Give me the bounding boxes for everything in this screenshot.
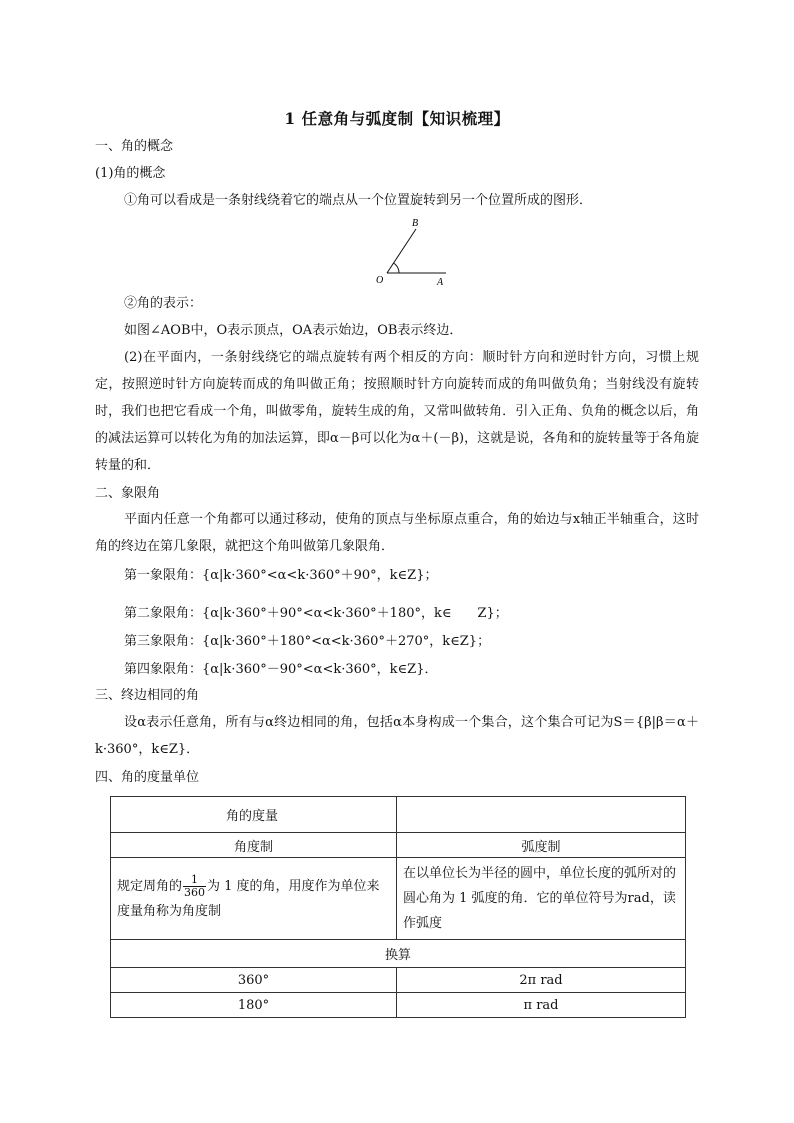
- angle-aob-figure: [370, 212, 460, 292]
- coterminal-paragraph: 设α表示任意角，所有与α终边相同的角，包括α本身构成一个集合，这个集合可记为S＝{β|β＝α＋k·360°，k∈Z}．: [95, 715, 699, 757]
- quadrant-angle-paragraph: 平面内任意一个角都可以通过移动，使角的顶点与坐标原点重合，角的始边与x轴正半轴重合，这时角的终边在第几象限，就把这个角叫做第几象限角．: [95, 512, 699, 554]
- rotation-direction-paragraph: (2)在平面内，一条射线绕它的端点旋转有两个相反的方向：顺时针方向和逆时针方向，习惯上规定，按照逆时针方向旋转而成的角叫做正角；按照顺时针方向旋转而成的角叫做负角；当射线没有旋转时，我们也把它看成一个角，叫做零角，旋转生成的角，又常叫做转角．引入正角、负角的概念以后，角的减法运算可以转化为角的加法运算，即α－β可以化为α＋(－β)，这就是说，各角和的旋转量等于各角旋转量的和．: [95, 350, 699, 473]
- angle-units-table: [110, 796, 686, 1018]
- degree-definition: [117, 874, 390, 924]
- radian-definition: 在以单位长为半径的圆中，单位长度的弧所对的圆心角为 1 弧度的角．它的单位符号为rad，读作弧度: [403, 866, 677, 931]
- quadrant-1-formula: 第一象限角：{α|k·360°<α<k·360°＋90°，k∈Z}；: [124, 568, 438, 583]
- angle-notation-heading: ②角的表示：: [124, 296, 203, 311]
- table-row: [111, 858, 686, 940]
- conversion-radian-pi: π rad: [397, 993, 686, 1018]
- fraction-denominator: 360: [184, 885, 206, 899]
- section-heading-concept: 一、角的概念: [95, 139, 174, 154]
- angle-notation-text: 如图∠AOB中，O表示顶点，OA表示始边，OB表示终边．: [124, 323, 463, 338]
- conversion-radian-2pi: 2π rad: [397, 968, 686, 993]
- degree-definition-cell: [111, 858, 397, 940]
- angle-arc: [394, 263, 399, 273]
- table-header-measure: 角的度量: [111, 797, 397, 833]
- angle-definition: ①角可以看成是一条射线绕着它的端点从一个位置旋转到另一个位置所成的图形．: [124, 193, 593, 208]
- conversion-degree-360: 360°: [111, 968, 397, 993]
- section-heading-units: 四、角的度量单位: [95, 770, 200, 785]
- radian-definition-cell: [397, 858, 686, 940]
- degree-def-suffix: 为 1 度的角，用度作为单位来度量角称为角度制: [117, 878, 380, 919]
- subheading-angle-concept: (1)角的概念: [95, 166, 166, 181]
- quadrant-3-formula: 第三象限角：{α|k·360°＋180°<α<k·360°＋270°，k∈Z}；: [124, 634, 491, 649]
- table-conversion-header: 换算: [111, 940, 686, 968]
- conversion-degree-180: 180°: [111, 993, 397, 1018]
- quadrant-4-formula: 第四象限角：{α|k·360°－90°<α<k·360°，k∈Z}．: [124, 662, 438, 677]
- label-a: A: [437, 277, 444, 288]
- section-heading-coterminal: 三、终边相同的角: [95, 688, 200, 703]
- label-o: O: [376, 275, 384, 286]
- table-col-degree: 角度制: [111, 833, 397, 858]
- label-b: B: [412, 218, 419, 229]
- table-row: [111, 797, 686, 833]
- table-col-radian: 弧度制: [397, 833, 686, 858]
- section-heading-quadrant: 二、象限角: [95, 486, 161, 501]
- table-row: [111, 940, 686, 968]
- table-row: [111, 968, 686, 993]
- fraction-numerator: 1: [183, 874, 206, 887]
- table-header-empty: [397, 797, 686, 833]
- degree-def-prefix: 规定周角的: [117, 878, 183, 894]
- quadrant-2-formula: 第二象限角：{α|k·360°＋90°<α<k·360°＋180°，k∈ Z}；: [124, 606, 508, 621]
- page-title: 1 任意角与弧度制【知识梳理】: [284, 109, 510, 128]
- table-row: [111, 993, 686, 1018]
- fraction-1-360: [183, 874, 206, 899]
- table-row: [111, 833, 686, 858]
- ray-ob: [387, 229, 416, 273]
